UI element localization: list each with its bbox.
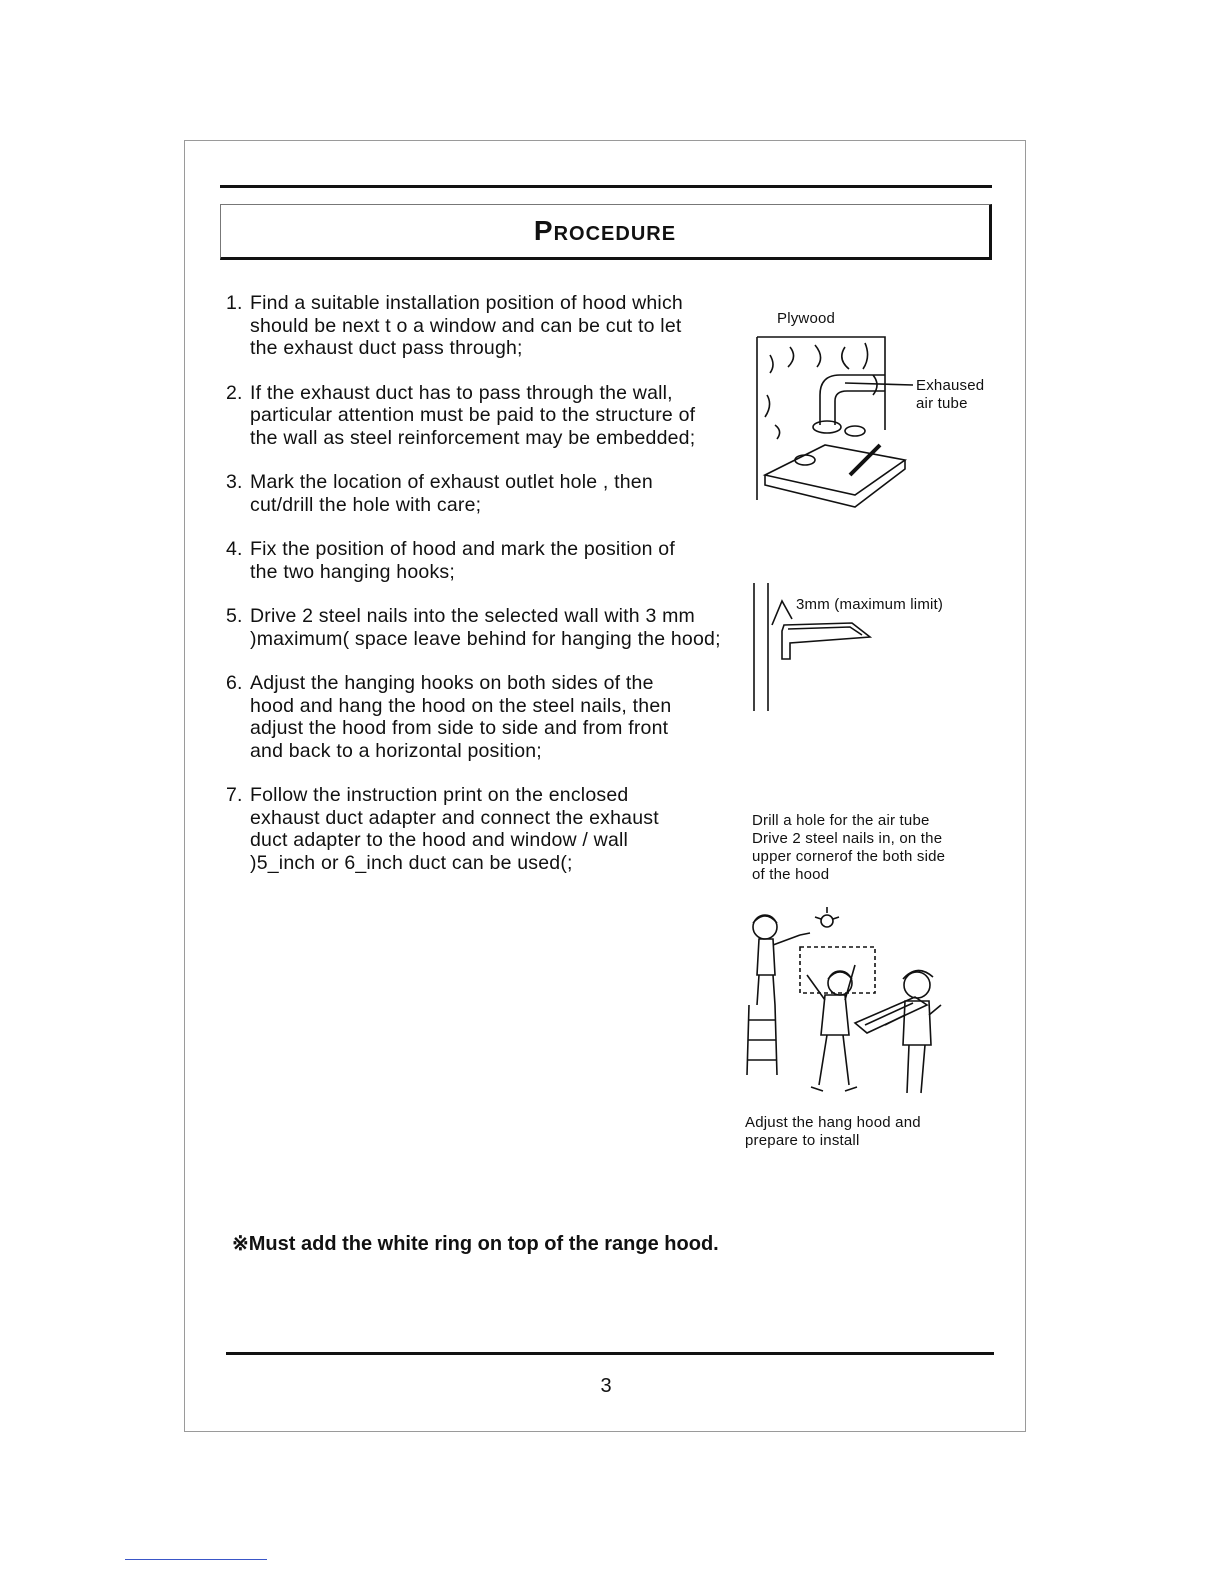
adjust-caption: Adjust the hang hood and prepare to install <box>745 1114 921 1149</box>
link-underline <box>125 1559 267 1560</box>
step-item <box>226 672 738 762</box>
step-number: 5. <box>226 605 243 627</box>
exhaust-hood-illustration <box>755 335 915 510</box>
step-number: 6. <box>226 672 243 694</box>
installers-illustration <box>745 905 955 1100</box>
step-text: Mark the location of exhaust outlet hole , then cut/drill the hole with care; <box>250 471 653 516</box>
step-item <box>226 784 738 874</box>
step-number: 3. <box>226 471 243 493</box>
step-text: Fix the position of hood and mark the position of the two hanging hooks; <box>250 538 675 583</box>
step-number: 4. <box>226 538 243 560</box>
step-item <box>226 538 738 583</box>
top-rule <box>220 185 992 188</box>
bottom-rule <box>226 1352 994 1355</box>
step-number: 2. <box>226 381 243 404</box>
step-text: Drive 2 steel nails into the selected wall with 3 mm )maximum( space leave behind for hanging the hood; <box>250 605 721 650</box>
step-number: 7. <box>226 784 243 806</box>
white-ring-note: ※Must add the white ring on top of the range hood. <box>232 1233 719 1255</box>
gap-label: 3mm (maximum limit) <box>796 596 944 613</box>
step-text: If the exhaust duct has to pass through the wall, particular attention must be paid to the structure of the wall as steel reinforcement may be embedded; <box>250 381 696 449</box>
step-item <box>226 382 738 450</box>
step-item <box>226 471 738 516</box>
step-number: 1. <box>226 292 243 314</box>
section-title: Procedure <box>533 215 677 246</box>
section-title-box <box>220 204 992 260</box>
hanging-hook-illustration <box>752 583 882 713</box>
exhaust-tube-label: Exhaused air tube <box>916 377 985 412</box>
step-item <box>226 292 738 360</box>
procedure-steps <box>226 292 738 896</box>
step-item <box>226 605 738 650</box>
page-number: 3 <box>600 1375 612 1397</box>
step-text: Adjust the hanging hooks on both sides of the hood and hang the hood on the steel nails, then adjust the hood from side to side and from front and back to a horizontal position; <box>250 672 672 762</box>
plywood-label: Plywood <box>777 310 836 327</box>
step-text: Find a suitable installation position of hood which should be next t o a window and can be cut to let the exhaust duct pass through; <box>250 292 683 359</box>
drill-caption: Drill a hole for the air tube Drive 2 steel nails in, on the upper cornerof the both side of the hood <box>752 812 946 883</box>
step-text: Follow the instruction print on the enclosed exhaust duct adapter and connect the exhaust duct adapter to the hood and window / wall )5_inch or 6_inch duct can be used(; <box>250 784 659 874</box>
